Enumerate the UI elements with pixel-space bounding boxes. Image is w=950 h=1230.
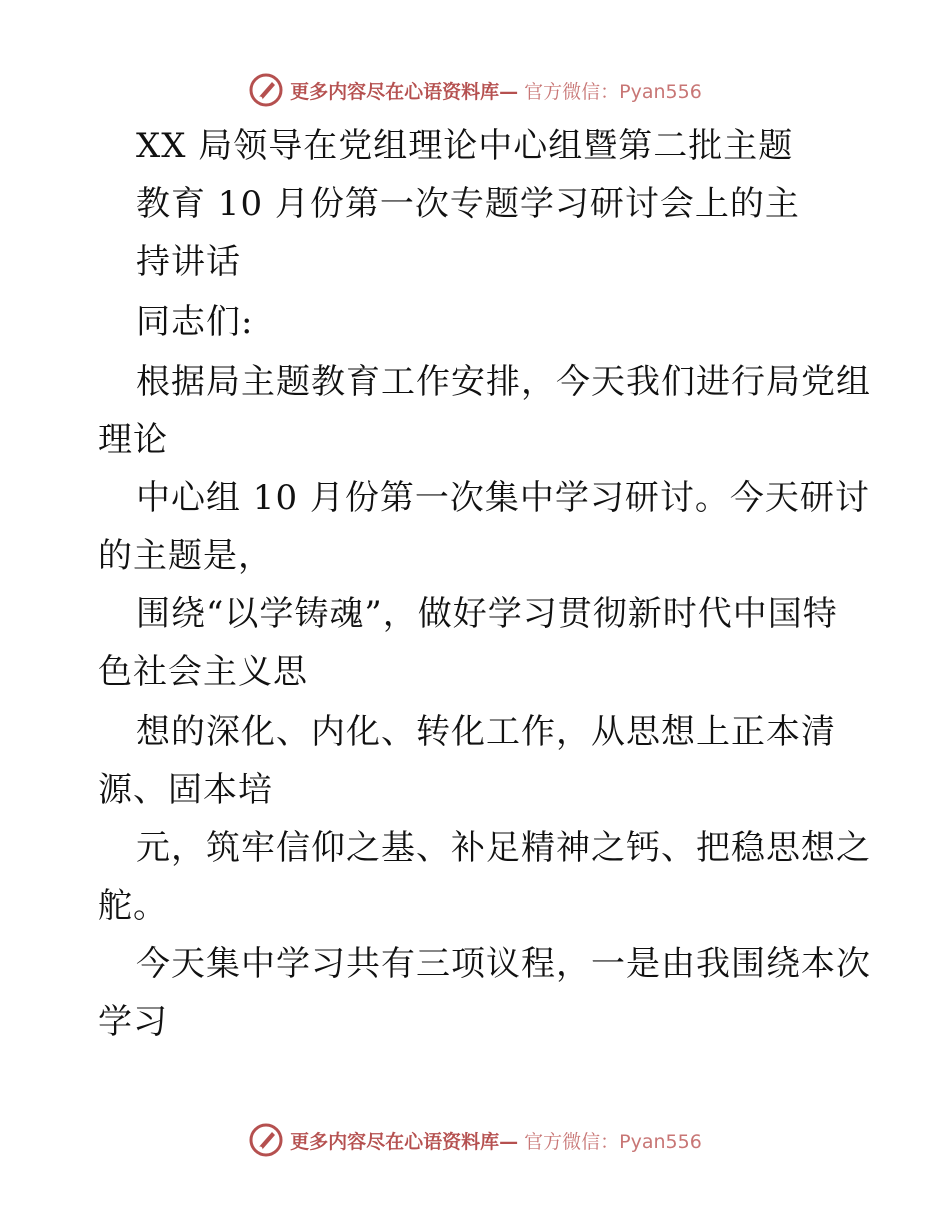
- paragraph-line: 中心组 10 月份第一次集中学习研讨。今天研讨: [136, 478, 870, 518]
- paragraph-line: 想的深化、内化、转化工作，从思想上正本清: [136, 712, 836, 752]
- watermark-site-text: 更多内容尽在心语资料库—: [290, 80, 519, 103]
- paragraph-line: 学习: [98, 1002, 168, 1042]
- title-line-1: XX 局领导在党组理论中心组暨第二批主题: [136, 126, 794, 166]
- watermark-site-text: 更多内容尽在心语资料库—: [290, 1130, 519, 1153]
- watermark-wechat-text: 官方微信：Pyan556: [524, 1130, 702, 1153]
- watermark-banner-top: [0, 70, 950, 110]
- salutation: 同志们:: [136, 302, 254, 342]
- pen-seal-logo-icon: [248, 72, 284, 108]
- title-line-3: 持讲话: [136, 242, 241, 282]
- paragraph-line: 今天集中学习共有三项议程，一是由我围绕本次: [136, 944, 871, 984]
- watermark-wechat-text: 官方微信：Pyan556: [524, 80, 702, 103]
- pen-seal-logo-icon: [248, 1122, 284, 1158]
- paragraph-line: 元，筑牢信仰之基、补足精神之钙、把稳思想之: [136, 828, 871, 868]
- paragraph-line: 舵。: [98, 886, 168, 926]
- paragraph-line: 源、固本培: [98, 770, 273, 810]
- paragraph-line: 围绕“以学铸魂”，做好学习贯彻新时代中国特: [136, 594, 838, 634]
- paragraph-line: 的主题是，: [98, 536, 273, 576]
- paragraph-line: 色社会主义思: [98, 652, 308, 692]
- paragraph-line: 理论: [98, 420, 168, 460]
- title-line-2: 教育 10 月份第一次专题学习研讨会上的主: [136, 184, 800, 224]
- paragraph-line: 根据局主题教育工作安排，今天我们进行局党组: [136, 362, 871, 402]
- watermark-banner-bottom: [0, 1120, 950, 1160]
